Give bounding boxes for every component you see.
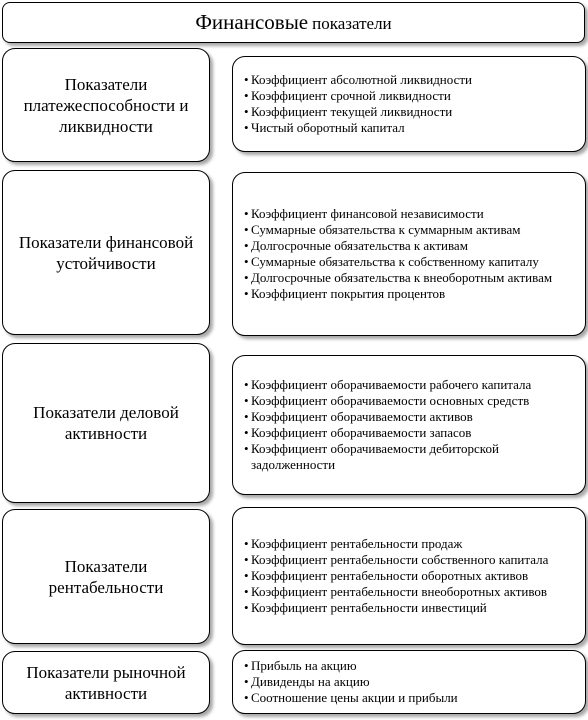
item-text: Коэффициент покрытия процентов (251, 286, 446, 301)
details-list (240, 72, 579, 136)
item-text: Коэффициент оборачиваемости дебиторской задолженности (251, 441, 499, 472)
category-box-stability (2, 170, 210, 335)
bullet-icon: • (244, 238, 249, 253)
list-item (240, 584, 579, 600)
bullet-icon: • (244, 393, 249, 408)
bullet-icon: • (244, 674, 249, 689)
bullet-icon: • (244, 206, 249, 221)
item-text: Чистый оборотный капитал (251, 120, 405, 135)
list-item (240, 658, 579, 674)
bullet-icon: • (244, 441, 249, 456)
category-box-profitability (2, 509, 210, 644)
bullet-icon: • (244, 254, 249, 269)
item-text: Суммарные обязательства к собственному капиталу (251, 254, 539, 269)
list-item (240, 552, 579, 568)
item-text: Долгосрочные обязательства к активам (251, 238, 468, 253)
bullet-icon: • (244, 658, 249, 673)
item-text: Коэффициент оборачиваемости рабочего капитала (251, 377, 532, 392)
list-item (240, 238, 579, 254)
category-box-market-activity (2, 651, 210, 714)
list-item (240, 377, 579, 393)
item-text: Коэффициент оборачиваемости запасов (251, 425, 472, 440)
bullet-icon: • (244, 600, 249, 615)
list-item (240, 425, 579, 441)
category-label: Показатели платежеспособности и ликвидности (23, 74, 189, 136)
list-item (240, 72, 579, 88)
diagram-title-box (2, 2, 585, 43)
bullet-icon: • (244, 690, 249, 705)
item-text: Коэффициент оборачиваемости основных средств (251, 393, 530, 408)
bullet-icon: • (244, 536, 249, 551)
list-item (240, 120, 579, 136)
item-text: Коэффициент рентабельности собственного капитала (251, 552, 549, 567)
list-item (240, 104, 579, 120)
item-text: Коэффициент рентабельности продаж (251, 536, 463, 551)
list-item (240, 600, 579, 616)
item-text: Прибыль на акцию (251, 658, 357, 673)
details-list (240, 658, 579, 706)
list-item (240, 690, 579, 706)
category-label: Показатели рентабельности (48, 556, 164, 597)
item-text: Коэффициент рентабельности инвестиций (251, 600, 487, 615)
bullet-icon: • (244, 552, 249, 567)
details-box-market-activity (232, 650, 586, 714)
details-list (240, 377, 579, 473)
bullet-icon: • (244, 425, 249, 440)
item-text: Коэффициент оборачиваемости активов (251, 409, 473, 424)
category-label: Показатели рыночной активности (26, 662, 186, 703)
list-item (240, 206, 579, 222)
list-item (240, 674, 579, 690)
bullet-icon: • (244, 88, 249, 103)
diagram-title (195, 10, 391, 35)
list-item (240, 441, 579, 473)
bullet-icon: • (244, 568, 249, 583)
item-text: Коэффициент рентабельности внеоборотных активов (251, 584, 548, 599)
list-item (240, 222, 579, 238)
details-list (240, 206, 579, 302)
category-box-liquidity (2, 48, 210, 162)
item-text: Соотношение цены акции и прибыли (251, 690, 458, 705)
list-item (240, 393, 579, 409)
item-text: Коэффициент текущей ликвидности (251, 104, 453, 119)
bullet-icon: • (244, 104, 249, 119)
item-text: Коэффициент финансовой независимости (251, 206, 484, 221)
list-item (240, 536, 579, 552)
list-item (240, 88, 579, 104)
bullet-icon: • (244, 286, 249, 301)
details-box-liquidity (232, 56, 586, 152)
details-box-profitability (232, 507, 586, 645)
bullet-icon: • (244, 222, 249, 237)
list-item (240, 409, 579, 425)
bullet-icon: • (244, 270, 249, 285)
bullet-icon: • (244, 409, 249, 424)
bullet-icon: • (244, 377, 249, 392)
details-box-stability (232, 172, 586, 336)
item-text: Коэффициент абсолютной ликвидности (251, 72, 472, 87)
item-text: Дивиденды на акцию (251, 674, 370, 689)
list-item (240, 270, 579, 286)
list-item (240, 568, 579, 584)
title-rest: показатели (312, 14, 392, 33)
category-label: Показатели деловой активности (33, 403, 179, 443)
title-main: Финансовые (195, 10, 309, 34)
bullet-icon: • (244, 584, 249, 599)
item-text: Коэффициент рентабельности оборотных активов (251, 568, 529, 583)
list-item (240, 286, 579, 302)
category-box-business-activity (2, 343, 210, 503)
item-text: Суммарные обязательства к суммарным активам (251, 222, 521, 237)
bullet-icon: • (244, 120, 249, 135)
item-text: Коэффициент срочной ликвидности (251, 88, 451, 103)
details-list (240, 536, 579, 616)
category-label: Показатели финансовой устойчивости (18, 232, 194, 273)
bullet-icon: • (244, 72, 249, 87)
list-item (240, 254, 579, 270)
item-text: Долгосрочные обязательства к внеоборотным активам (251, 270, 553, 285)
details-box-business-activity (232, 355, 586, 495)
